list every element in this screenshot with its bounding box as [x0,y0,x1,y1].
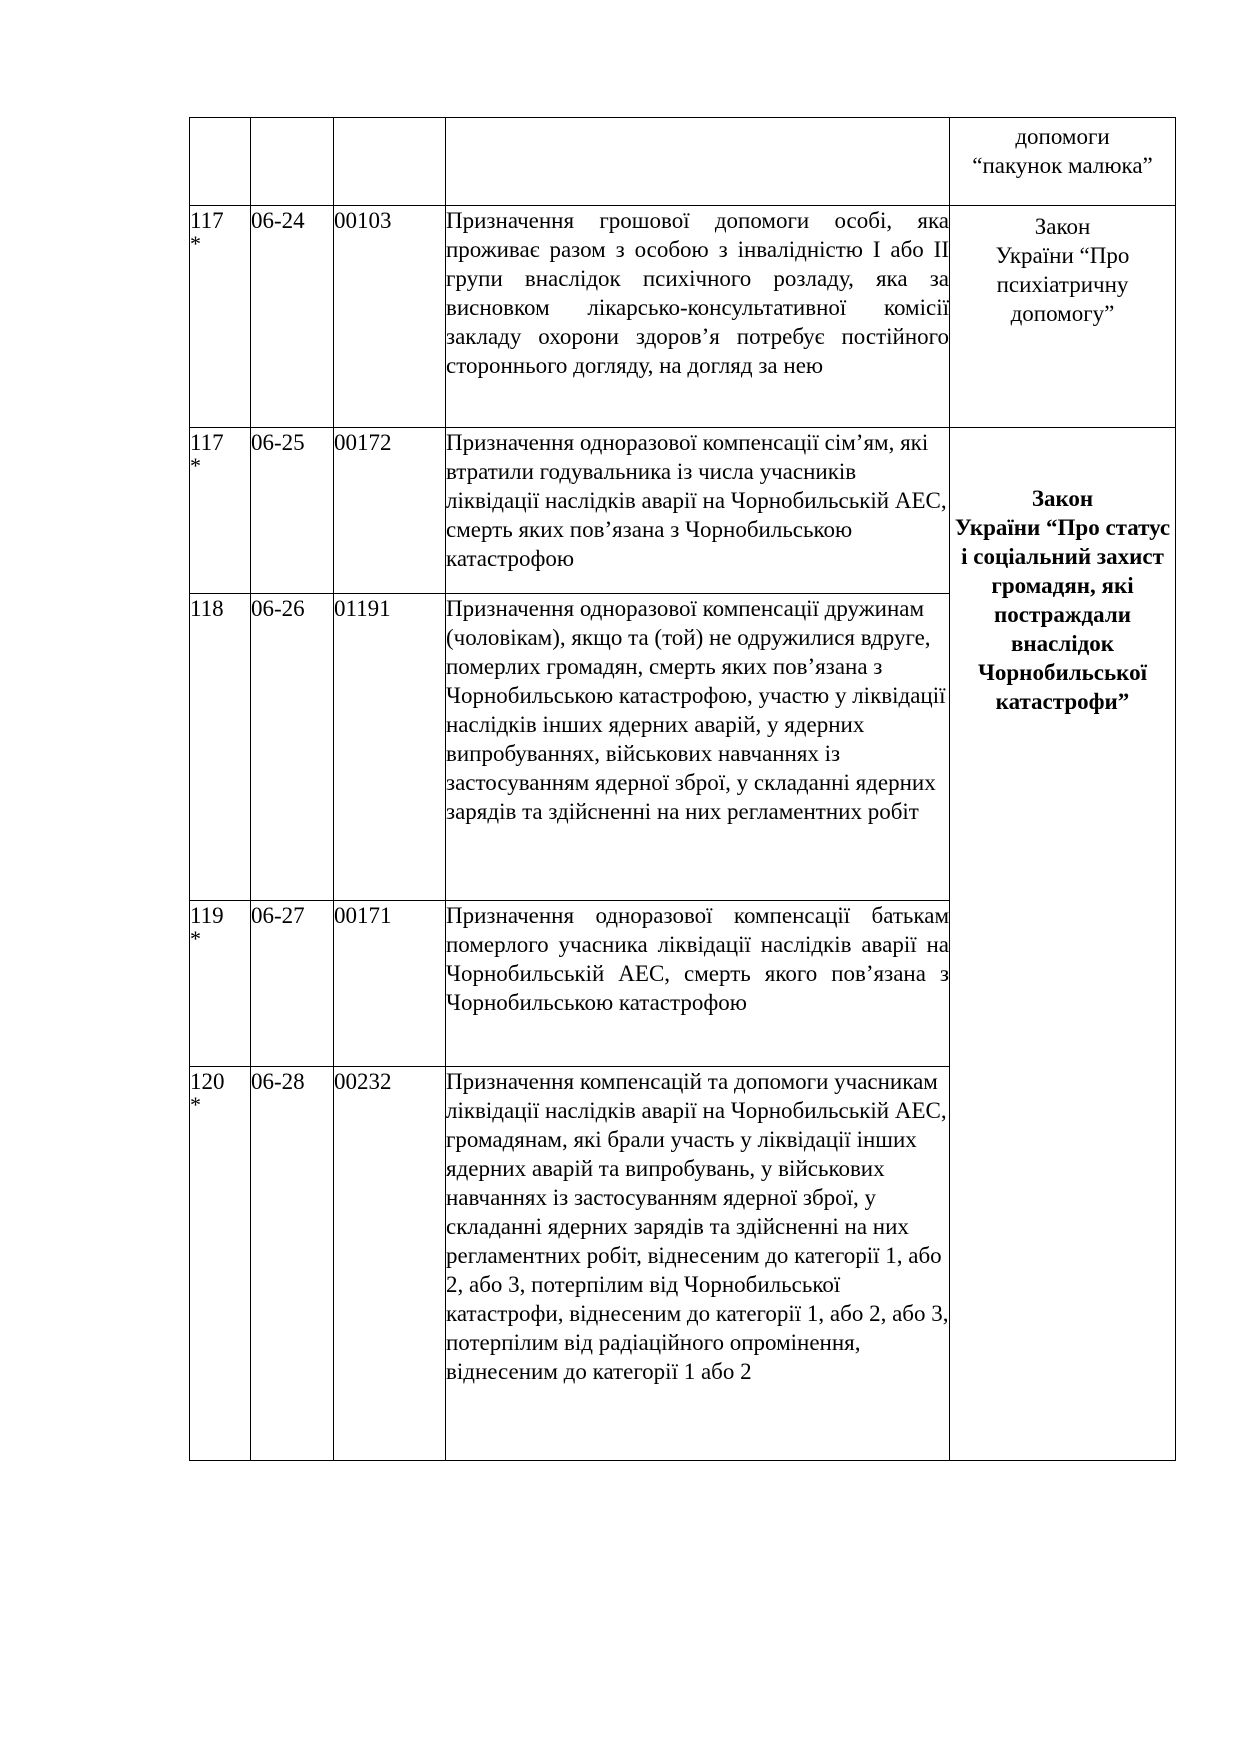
code1: 06-24 [251,208,305,233]
name-cell [446,901,950,1067]
service-name: Призначення одноразової компенсації дружинам (чоловікам), якщо та (той) не одружилися вдруге, померлих громадян, смерть яких пов’язана з Чорнобильською катастрофою, участю у ліквідації наслідків інших ядерних аварій, у ядерних випробуваннях, військових навчаннях із застосуванням ядерної зброї, у складанні ядерних зарядів та здійсненні на них регламентних робіт [446,596,946,824]
row-mark: * [190,453,201,478]
code1: 06-28 [251,1069,305,1094]
code1-cell [251,118,334,206]
service-name: Призначення компенсацій та допомоги учасникам ліквідації наслідків аварії на Чорнобильській АЕС, громадянам, які брали участь у ліквідації інших ядерних аварій та випробувань, у військових навчаннях із застосуванням ядерної зброї, у складанні ядерних зарядів та здійсненні на них регламентних робіт, віднесеним до категорії 1, або 2, або 3, потерпілим від Чорнобильської катастрофи, віднесеним до категорії 1, або 2, або 3, потерпілим від радіаційного опромінення, віднесеним до категорії 1 або 2 [446,1069,949,1384]
code2: 00103 [334,208,392,233]
name-cell [446,594,950,901]
law-cell [950,206,1176,428]
num-cell [190,428,251,594]
code1: 06-27 [251,903,305,928]
num-cell [190,1067,251,1461]
code1: 06-25 [251,430,305,455]
name-cell [446,206,950,428]
law-text: допомоги “пакунок малюка” [972,124,1153,178]
code2-cell [334,206,446,428]
row-number: 119 [190,903,224,928]
code2-cell [334,428,446,594]
row-number: 120 [190,1069,225,1094]
name-cell [446,118,950,206]
code1-cell [251,1067,334,1461]
code1: 06-26 [251,596,305,621]
code1-cell [251,901,334,1067]
code2: 00232 [334,1069,392,1094]
table-row [190,206,1176,428]
law-cell [950,118,1176,206]
law-text: Закон України “Про статус і соціальний захист громадян, які постраждали внаслідок Чорнобильської катастрофи” [954,486,1171,714]
service-name: Призначення одноразової компенсації сім’ям, які втратили годувальника із числа учасників ліквідації наслідків аварії на Чорнобильській АЕС, смерть яких пов’язана з Чорнобильською катастрофою [446,430,947,571]
code1-cell [251,206,334,428]
name-cell [446,428,950,594]
num-cell [190,206,251,428]
name-cell [446,1067,950,1461]
code1-cell [251,594,334,901]
code2-cell [334,1067,446,1461]
num-cell [190,901,251,1067]
row-number: 117 [190,208,224,233]
services-table [189,117,1176,1461]
code2-cell [334,118,446,206]
code2-cell [334,594,446,901]
row-number: 118 [190,596,224,621]
service-name: Призначення одноразової компенсації батькам померлого учасника ліквідації наслідків аварії на Чорнобильській АЕС, смерть якого пов’язана з Чорнобильською катастрофою [446,903,949,1015]
merged-law-cell [950,428,1176,1461]
table-row [190,428,1176,594]
code2: 00172 [334,430,392,455]
code2-cell [334,901,446,1067]
row-number: 117 [190,430,224,455]
row-mark: * [190,231,201,256]
service-name: Призначення грошової допомоги особі, яка проживає разом з особою з інвалідністю I або II групи внаслідок психічного розладу, яка за висновком лікарсько-консультативної комісії закладу охорони здоров’я потребує постійного стороннього догляду, на догляд за нею [446,208,949,378]
num-cell [190,594,251,901]
row-mark: * [190,926,201,951]
law-text: Закон України “Про психіатричну допомогу” [995,214,1130,326]
num-cell [190,118,251,206]
table-row-continuation [190,118,1176,206]
code2: 00171 [334,903,392,928]
code1-cell [251,428,334,594]
code2: 01191 [334,596,391,621]
row-mark: * [190,1092,201,1117]
